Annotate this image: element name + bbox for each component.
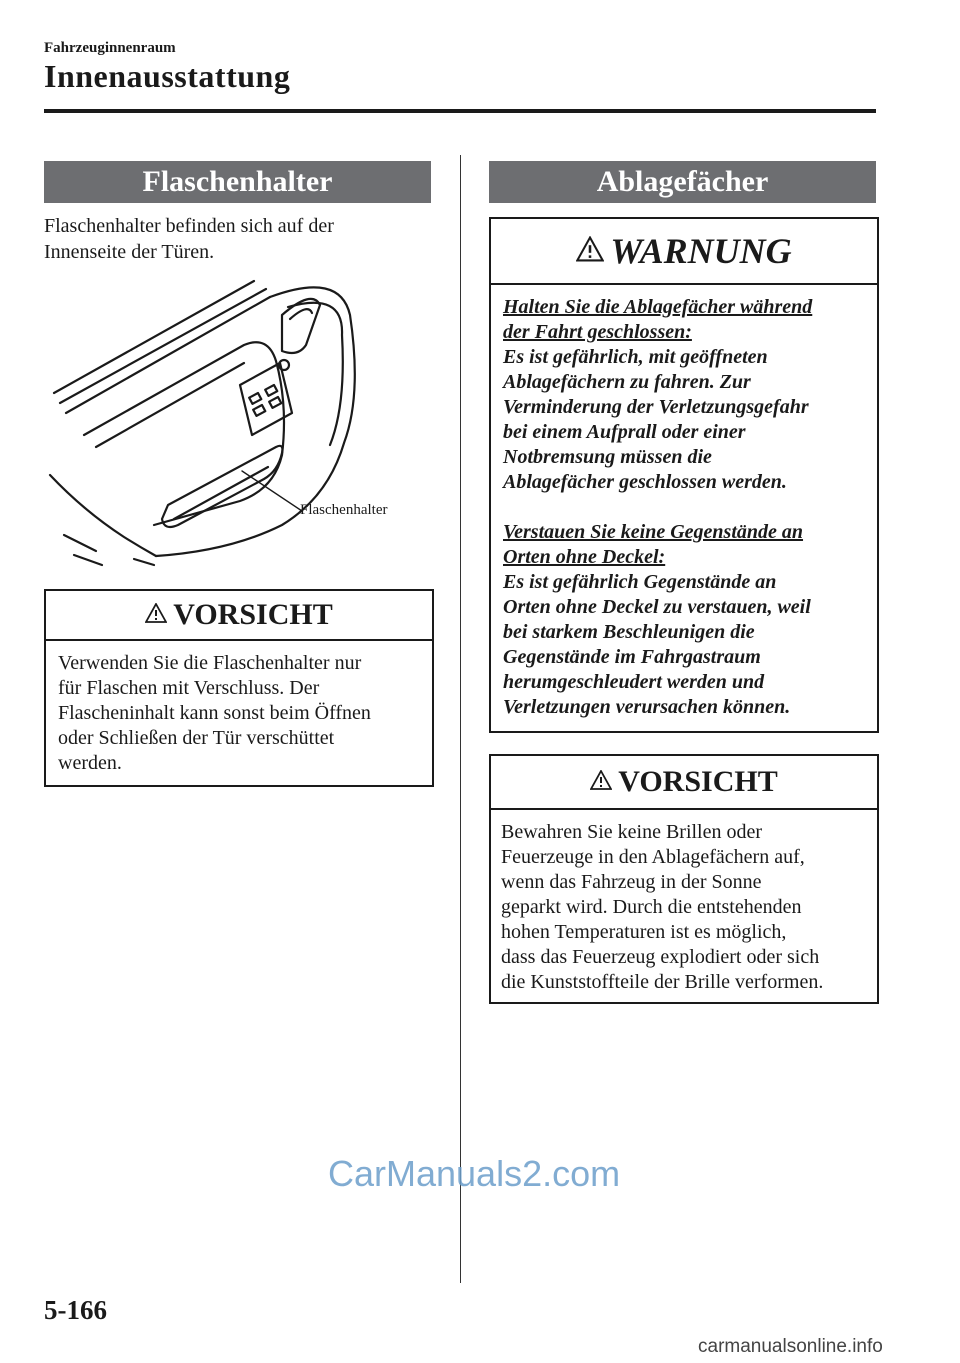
caution-line: wenn das Fahrzeug in der Sonne <box>501 871 762 893</box>
caution-line: für Flaschen mit Verschluss. Der <box>58 677 320 699</box>
caution-line: Bewahren Sie keine Brillen oder <box>501 821 763 843</box>
caution-line: oder Schließen der Tür verschüttet <box>58 727 335 749</box>
warning-box <box>489 217 879 733</box>
caution-line: Verwenden Sie die Flaschenhalter nur <box>58 652 362 674</box>
warning-triangle-icon <box>590 770 612 795</box>
caution-body <box>491 810 877 995</box>
caution-title: VORSICHT <box>173 598 333 631</box>
warning-header <box>491 219 877 285</box>
caution-header <box>46 591 432 641</box>
watermark: CarManuals2.com <box>328 1153 621 1194</box>
warning-line: Verletzungen verursachen können. <box>503 696 791 718</box>
warning-title: WARNUNG <box>610 231 792 271</box>
caution-line: die Kunststoffteile der Brille verformen. <box>501 971 824 993</box>
warning-line: Verminderung der Verletzungsgefahr <box>503 396 809 418</box>
warning-line: Es ist gefährlich, mit geöffneten <box>503 346 768 368</box>
column-divider <box>460 155 461 1283</box>
warning-heading-line: Halten Sie die Ablagefächer während <box>503 296 813 318</box>
intro-line: Innenseite der Türen. <box>44 241 215 263</box>
caution-line: hohen Temperaturen ist es möglich, <box>501 921 787 943</box>
intro-paragraph <box>44 213 434 265</box>
chapter-label: Fahrzeuginnenraum <box>44 40 176 56</box>
caution-line: Flascheninhalt kann sonst beim Öffnen <box>58 702 371 724</box>
warning-heading-line: der Fahrt geschlossen: <box>503 321 692 343</box>
footer-site-link[interactable]: carmanualsonline.info <box>698 1336 883 1357</box>
section-title-ablagefaecher: Ablagefächer <box>489 161 876 203</box>
caution-box-storage <box>489 754 879 1004</box>
caution-line: werden. <box>58 752 122 774</box>
warning-line: herumgeschleudert werden und <box>503 671 765 693</box>
warning-line: Gegenstände im Fahrgastraum <box>503 646 761 668</box>
caution-line: Feuerzeuge in den Ablagefächern auf, <box>501 846 805 868</box>
header-rule <box>44 109 876 113</box>
paragraph-gap <box>503 495 865 520</box>
warning-heading-line: Orten ohne Deckel: <box>503 546 666 568</box>
section-title-flaschenhalter: Flaschenhalter <box>44 161 431 203</box>
chapter-title: Innenausstattung <box>44 58 291 94</box>
warning-line: Ablagefächern zu fahren. Zur <box>503 371 751 393</box>
warning-line: bei starkem Beschleunigen die <box>503 621 755 643</box>
caution-box-bottle-holder <box>44 589 434 787</box>
warning-line: Orten ohne Deckel zu verstauen, weil <box>503 596 811 618</box>
caution-body <box>46 641 432 776</box>
warning-triangle-icon <box>576 236 604 267</box>
page-number: 5-166 <box>44 1295 107 1325</box>
caution-line: dass das Feuerzeug explodiert oder sich <box>501 946 820 968</box>
warning-line: Es ist gefährlich Gegenstände an <box>503 571 777 593</box>
figure-label: Flaschenhalter <box>300 502 388 518</box>
warning-body <box>491 285 877 720</box>
door-panel-illustration <box>44 275 424 570</box>
warning-line: Notbremsung müssen die <box>503 446 712 468</box>
warning-line: Ablagefächer geschlossen werden. <box>503 471 787 493</box>
intro-line: Flaschenhalter befinden sich auf der <box>44 215 334 237</box>
caution-title: VORSICHT <box>618 765 778 798</box>
warning-line: bei einem Aufprall oder einer <box>503 421 746 443</box>
warning-heading-line: Verstauen Sie keine Gegenstände an <box>503 521 804 543</box>
caution-header <box>491 756 877 810</box>
caution-line: geparkt wird. Durch die entstehenden <box>501 896 802 918</box>
warning-triangle-icon <box>145 603 167 628</box>
